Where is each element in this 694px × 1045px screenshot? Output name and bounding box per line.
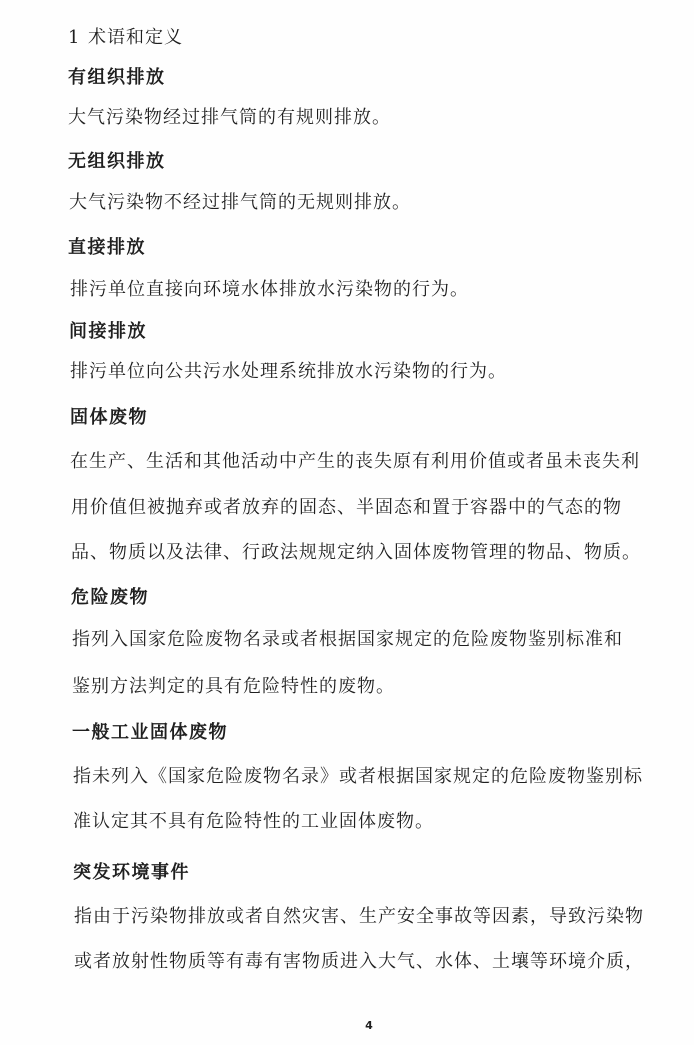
term-heading: 突发环境事件 [73,862,190,883]
term-heading: 直接排放 [68,237,146,258]
term-definition-line: 或者放射性物质等有毒有害物质进入大气、水体、土壤等环境介质， [74,951,644,972]
term-heading: 危险废物 [71,587,149,608]
term-heading: 一般工业固体废物 [72,722,228,743]
term-heading: 无组织排放 [68,151,166,172]
term-definition-line: 指由于污染物排放或者自然灾害、生产安全事故等因素，导致污染物 [74,906,644,927]
term-definition-line: 在生产、生活和其他活动中产生的丧失原有利用价值或者虽未丧失利 [70,451,640,472]
page-number: 4 [365,1019,373,1032]
term-definition-line: 大气污染物经过排气筒的有规则排放。 [68,107,391,128]
term-definition-line: 用价值但被抛弃或者放弃的固态、半固态和置于容器中的气态的物 [71,497,622,518]
term-definition-line: 排污单位直接向环境水体排放水污染物的行为。 [70,279,469,300]
term-definition-line: 准认定其不具有危险特性的工业固体废物。 [73,811,434,832]
section-heading [68,26,183,50]
term-definition-line: 大气污染物不经过排气筒的无规则排放。 [69,192,411,213]
term-definition-line: 指未列入《国家危险废物名录》或者根据国家规定的危险废物鉴别标 [73,766,643,787]
section-number: 1 [68,27,81,48]
term-definition-line: 指列入国家危险废物名录或者根据国家规定的危险废物鉴别标准和 [72,629,623,650]
term-definition-line: 排污单位向公共污水处理系统排放水污染物的行为。 [70,361,507,382]
term-definition-line: 鉴别方法判定的具有危险特性的废物。 [72,676,395,697]
section-title: 术语和定义 [88,27,183,48]
term-heading: 间接排放 [69,321,147,342]
term-definition-line: 品、物质以及法律、行政法规规定纳入固体废物管理的物品、物质。 [71,542,641,563]
term-heading: 有组织排放 [68,67,166,88]
term-heading: 固体废物 [70,407,148,428]
